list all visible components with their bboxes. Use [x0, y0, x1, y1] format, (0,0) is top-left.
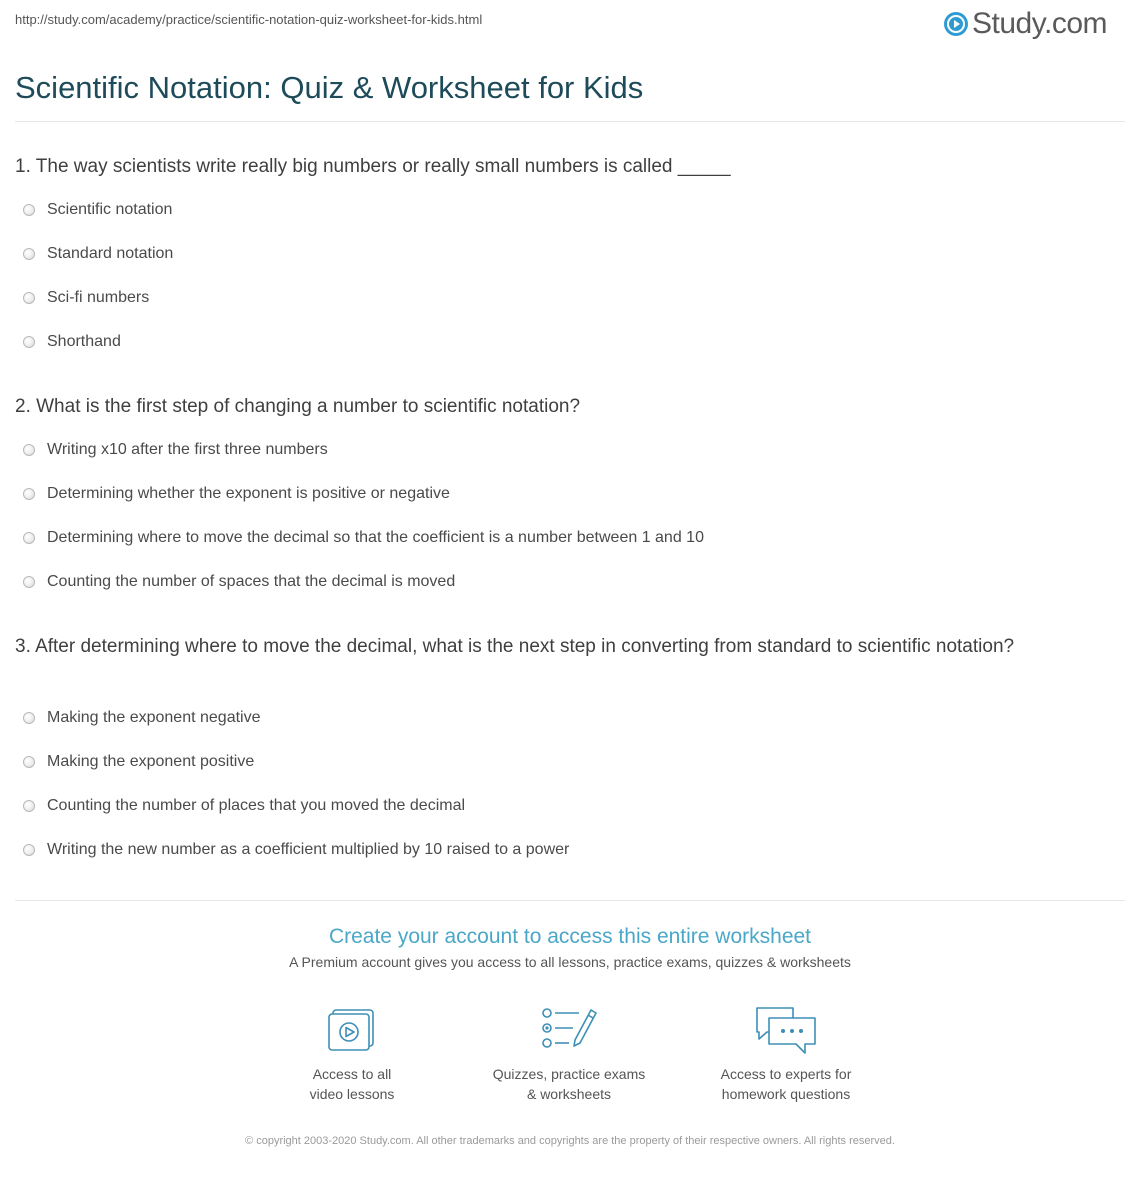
- answer-option[interactable]: [23, 439, 328, 461]
- radio-button[interactable]: [23, 844, 35, 856]
- feature-line: & worksheets: [526, 1086, 612, 1102]
- top-bar: [0, 0, 1140, 44]
- option-label: Counting the number of spaces that the decimal is moved: [47, 573, 456, 590]
- page-title: Scientific Notation: Quiz & Worksheet for Kids: [15, 70, 644, 105]
- answer-option[interactable]: [23, 243, 173, 265]
- option-label: Writing the new number as a coefficient multiplied by 10 raised to a power: [47, 841, 570, 858]
- logo-text: Study.com: [972, 7, 1107, 40]
- question-1: 1. The way scientists write really big numbers or really small numbers is called _____: [15, 156, 731, 177]
- answer-option[interactable]: [23, 199, 172, 221]
- cta-title[interactable]: Create your account to access this entire worksheet: [328, 925, 812, 948]
- quiz-checklist-icon: [539, 1004, 599, 1056]
- answer-option[interactable]: [23, 287, 149, 309]
- answer-option[interactable]: [23, 839, 569, 861]
- radio-button[interactable]: [23, 576, 35, 588]
- option-label: Making the exponent negative: [47, 709, 261, 726]
- radio-button[interactable]: [23, 248, 35, 260]
- divider: [15, 900, 1125, 901]
- radio-button[interactable]: [23, 488, 35, 500]
- radio-button[interactable]: [23, 756, 35, 768]
- feature-experts: [686, 1004, 886, 1104]
- radio-button[interactable]: [23, 532, 35, 544]
- feature-line: homework questions: [721, 1086, 851, 1102]
- page-url[interactable]: http://study.com/academy/practice/scientific-notation-quiz-worksheet-for-kids.html: [15, 12, 483, 27]
- radio-button[interactable]: [23, 444, 35, 456]
- option-label: Scientific notation: [47, 201, 173, 218]
- feature-line: Access to all: [312, 1066, 392, 1082]
- play-logo-icon: [944, 12, 968, 36]
- answer-option[interactable]: [23, 707, 260, 729]
- option-label: Determining where to move the decimal so that the coefficient is a number between 1 and 10: [47, 529, 704, 546]
- feature-line: video lessons: [309, 1086, 395, 1102]
- study-logo[interactable]: [944, 8, 1107, 40]
- answer-option[interactable]: [23, 751, 254, 773]
- radio-button[interactable]: [23, 800, 35, 812]
- answer-option[interactable]: [23, 795, 465, 817]
- divider: [15, 121, 1125, 122]
- option-label: Writing x10 after the first three numbers: [47, 441, 328, 458]
- option-label: Determining whether the exponent is positive or negative: [47, 485, 450, 502]
- option-label: Shorthand: [47, 333, 121, 350]
- radio-button[interactable]: [23, 292, 35, 304]
- option-label: Standard notation: [47, 245, 174, 262]
- answer-option[interactable]: [23, 331, 121, 353]
- option-label: Counting the number of places that you moved the decimal: [47, 797, 466, 814]
- question-3: 3. After determining where to move the decimal, what is the next step in converting from standard to scientific notation?: [15, 636, 1015, 657]
- answer-option[interactable]: [23, 571, 455, 593]
- feature-line: Quizzes, practice exams: [492, 1066, 646, 1082]
- cta-subtitle: A Premium account gives you access to all lessons, practice exams, quizzes & worksheets: [289, 954, 851, 970]
- feature-quizzes: [469, 1004, 669, 1104]
- option-label: Sci-fi numbers: [47, 289, 150, 306]
- copyright-notice: © copyright 2003-2020 Study.com. All other trademarks and copyrights are the property of their respective owners. All rights reserved.: [245, 1135, 895, 1147]
- option-label: Making the exponent positive: [47, 753, 255, 770]
- answer-option[interactable]: [23, 527, 704, 549]
- chat-bubbles-icon: [753, 1004, 819, 1056]
- feature-line: Access to experts for: [720, 1066, 852, 1082]
- video-lessons-icon: [322, 1004, 382, 1056]
- answer-option[interactable]: [23, 483, 450, 505]
- feature-video-lessons: [252, 1004, 452, 1104]
- radio-button[interactable]: [23, 336, 35, 348]
- radio-button[interactable]: [23, 712, 35, 724]
- radio-button[interactable]: [23, 204, 35, 216]
- question-2: 2. What is the first step of changing a number to scientific notation?: [15, 396, 581, 417]
